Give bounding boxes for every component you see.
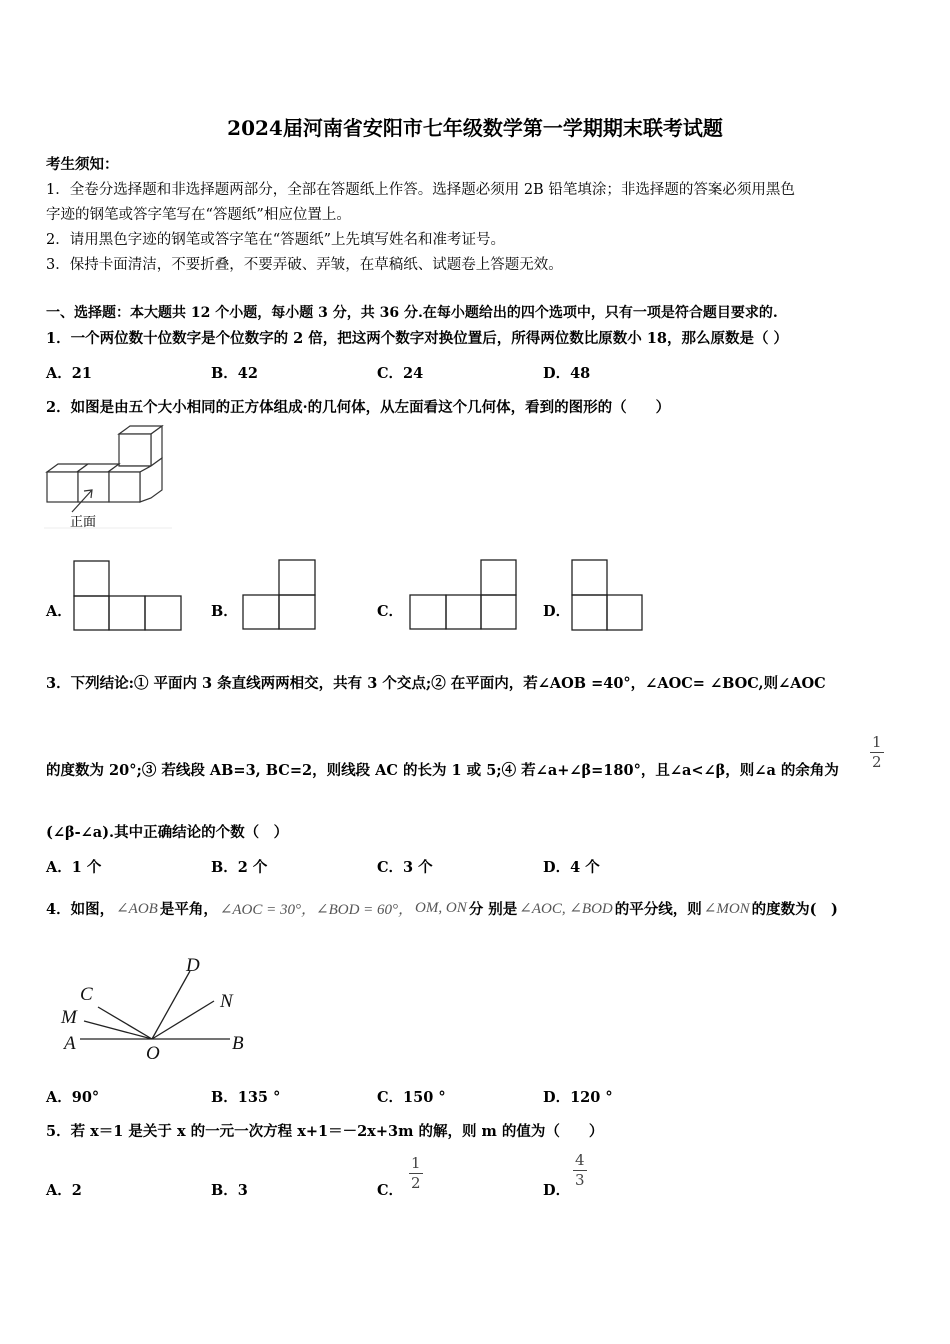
q5-option-c-num: 1: [411, 1154, 421, 1172]
q1-option-d[interactable]: D．48: [543, 365, 591, 382]
q4-label-a: A: [64, 1033, 76, 1054]
page-title: 2024届河南省安阳市七年级数学第一学期期末联考试题: [227, 116, 723, 140]
q4-math-mon: ∠MON: [703, 901, 750, 917]
q1-option-a[interactable]: A．21: [46, 365, 92, 382]
notice-line-1a: 1．全卷分选择题和非选择题两部分，全部在答题纸上作答。选择题必须用 2B 铅笔填涂；非选择题的答案必须用黑色: [46, 182, 795, 198]
section-heading: 一、选择题：本大题共 12 个小题，每小题 3 分，共 36 分.在每小题给出的四个选项中，只有一项是符合题目要求的.: [46, 305, 778, 321]
q4-angle-figure: [58, 955, 258, 1065]
q2-solid-figure: [44, 424, 172, 532]
q3-line-3: (∠β-∠a).其中正确结论的个数（ ）: [46, 824, 289, 841]
q4-stem-part-1: 4．如图，: [46, 901, 115, 918]
q4-label-b: B: [232, 1033, 244, 1054]
q3-option-a[interactable]: A．1 个: [46, 859, 102, 876]
q4-label-m: M: [61, 1007, 77, 1028]
q2-option-a-figure: [72, 559, 184, 633]
q4-stem-part-2: 是平角，: [159, 901, 218, 918]
q3-option-c[interactable]: C．3 个: [377, 859, 433, 876]
q4-math-angles: ∠AOC = 30°，∠BOD = 60°，: [219, 902, 414, 918]
q5-option-a[interactable]: A．2: [46, 1182, 82, 1199]
q2-option-b-figure: [240, 558, 320, 632]
notice-line-1b: 字迹的钢笔或答字笔写在“答题纸”相应位置上。: [46, 207, 351, 223]
q5-option-d[interactable]: D．: [543, 1182, 571, 1199]
q3-fraction: [870, 735, 884, 770]
q3-fraction-den: 2: [872, 753, 882, 771]
q2-option-c[interactable]: C．: [377, 603, 404, 620]
q3-fraction-num: 1: [872, 733, 882, 751]
q4-math-aob: ∠AOB: [116, 901, 158, 917]
q5-option-d-den: 3: [575, 1171, 585, 1189]
q4-label-o: O: [146, 1043, 160, 1064]
q4-option-b[interactable]: B．135 °: [211, 1089, 281, 1106]
q4-label-d: D: [186, 955, 200, 976]
q2-option-a[interactable]: A．: [46, 603, 72, 620]
q5-option-d-num: 4: [575, 1151, 585, 1169]
q4-option-d[interactable]: D．120 °: [543, 1089, 613, 1106]
q2-option-c-figure: [407, 558, 521, 632]
notice-line-2: 2．请用黑色字迹的钢笔或答字笔在“答题纸”上先填写姓名和准考证号。: [46, 232, 506, 248]
q4-math-om-on: OM, ON: [415, 900, 467, 916]
notice-heading: 考生须知：: [46, 156, 119, 173]
q1-stem: 1．一个两位数十位数字是个位数字的 2 倍，把这两个数字对换位置后，所得两位数比原数小 18，那么原数是（ ）: [46, 330, 789, 347]
q4-label-n: N: [220, 991, 233, 1012]
q4-stem: [46, 898, 838, 919]
q4-math-aoc-bod: ∠AOC, ∠BOD: [519, 901, 613, 917]
q2-stem: 2．如图是由五个大小相同的正方体组成·的几何体，从左面看这个几何体，看到的图形的（ ）: [46, 399, 671, 416]
q3-option-b[interactable]: B．2 个: [211, 859, 268, 876]
q3-line-2: 的度数为 20°;③ 若线段 AB=3, BC=2，则线段 AC 的长为 1 或 5;④ 若∠a+∠β=180°，且∠a<∠β，则∠a 的余角为: [46, 762, 839, 779]
q5-stem: 5．若 x＝1 是关于 x 的一元一次方程 x+1＝－2x+3m 的解，则 m 的值为（ ）: [46, 1123, 604, 1140]
q5-option-b[interactable]: B．3: [211, 1182, 248, 1199]
q4-option-a[interactable]: A．90°: [46, 1089, 100, 1106]
q2-option-b[interactable]: B．: [211, 603, 238, 620]
q2-front-label: 正面: [70, 515, 97, 530]
q5-option-c-fraction[interactable]: [409, 1156, 423, 1191]
q5-option-c-den: 2: [411, 1174, 421, 1192]
q3-option-d[interactable]: D．4 个: [543, 859, 600, 876]
q2-option-d-figure: [569, 558, 647, 634]
q4-option-c[interactable]: C．150 °: [377, 1089, 446, 1106]
notice-line-3: 3．保持卡面清洁，不要折叠，不要弄破、弄皱，在草稿纸、试题卷上答题无效。: [46, 257, 563, 273]
q3-line-1: 3．下列结论:① 平面内 3 条直线两两相交，共有 3 个交点;② 在平面内，若∠AOB =40°，∠AOC= ∠BOC,则∠AOC: [46, 675, 826, 692]
q4-stem-part-4: 的平分线，则: [614, 901, 702, 918]
q4-stem-part-3: 分 别是: [468, 901, 518, 918]
q1-option-b[interactable]: B．42: [211, 365, 258, 382]
q5-option-c[interactable]: C．: [377, 1182, 404, 1199]
q1-option-c[interactable]: C．24: [377, 365, 424, 382]
q5-option-d-fraction[interactable]: [573, 1153, 587, 1188]
q2-option-d[interactable]: D．: [543, 603, 571, 620]
q4-label-c: C: [80, 984, 93, 1005]
q4-stem-part-5: 的度数为( ): [751, 901, 838, 918]
